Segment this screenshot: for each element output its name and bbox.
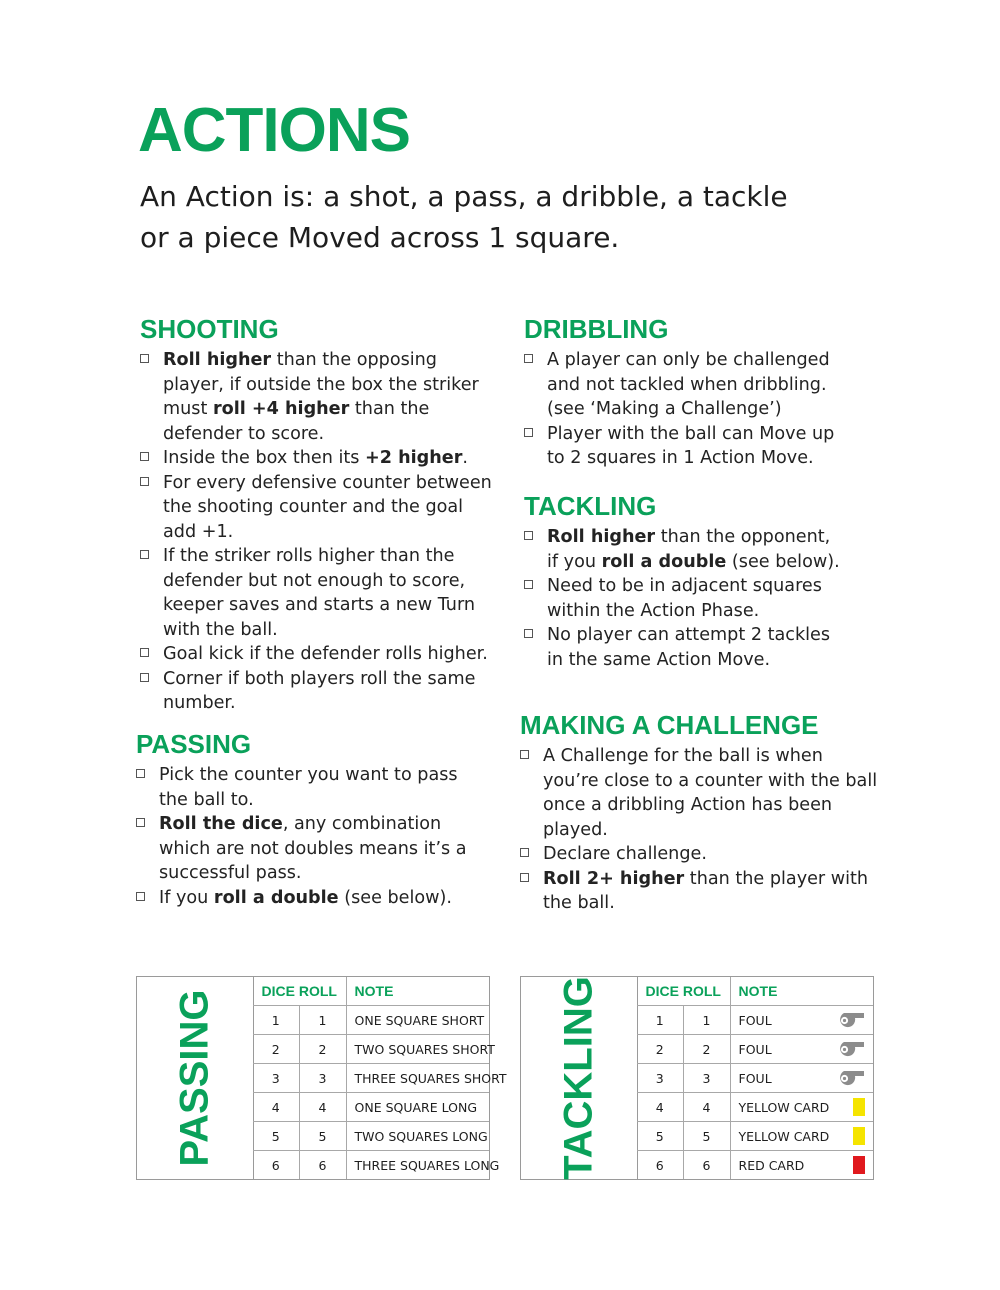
checkbox-square-icon — [136, 892, 145, 901]
table-row — [637, 1122, 873, 1151]
table-row — [253, 1093, 489, 1122]
note-text: ONE SQUARE SHORT — [354, 1012, 485, 1028]
list-item — [520, 867, 880, 916]
dice-2-cell: 4 — [299, 1093, 346, 1122]
table-row — [637, 1006, 873, 1035]
checkbox-square-icon — [140, 648, 149, 657]
note-text: FOUL — [738, 1070, 772, 1086]
checkbox-square-icon — [140, 550, 149, 559]
text: Need to be in adjacent squares within the Action Phase. — [547, 576, 822, 621]
text: If the striker rolls higher than the defender but not enough to score, keeper saves and starts a new Turn with the ball. — [163, 546, 476, 640]
dice-2-cell: 3 — [299, 1064, 346, 1093]
text: Goal kick if the defender rolls higher. — [163, 644, 488, 664]
shooting-heading: SHOOTING — [140, 314, 279, 344]
page-subtitle: An Action is: a shot, a pass, a dribble, a tackle or a piece Moved across 1 square. — [140, 180, 788, 254]
list-item — [136, 886, 486, 911]
tackling-table — [520, 976, 874, 1180]
dice-1-cell: 6 — [637, 1151, 683, 1180]
text: Corner if both players roll the same number. — [163, 668, 476, 713]
tackling-table-label: TACKLING — [556, 976, 601, 1180]
note-content — [354, 1012, 485, 1028]
text: A player can only be challenged and not tackled when dribbling. (see ‘Making a Challenge’) — [547, 350, 830, 419]
note-cell — [346, 1064, 507, 1093]
checkbox-square-icon — [524, 428, 533, 437]
tackling-table-grid — [637, 977, 873, 1179]
text: No player can attempt 2 tackles in the same Action Move. — [547, 625, 831, 670]
table-row — [637, 1064, 873, 1093]
checkbox-square-icon — [520, 873, 529, 882]
table-row — [637, 1151, 873, 1180]
dice-1-cell: 6 — [253, 1151, 299, 1180]
note-content — [739, 1156, 865, 1174]
bold-text: +2 higher — [365, 448, 463, 468]
checkbox-square-icon — [140, 477, 149, 486]
table-row — [253, 1006, 489, 1035]
passing-list — [136, 763, 486, 910]
dice-1-cell: 3 — [637, 1064, 683, 1093]
passing-section — [136, 729, 486, 910]
list-item — [524, 574, 844, 623]
whistle-icon — [835, 1011, 865, 1029]
note-text: FOUL — [738, 1012, 772, 1028]
note-content — [739, 1011, 865, 1029]
text: If you — [159, 887, 214, 908]
dice-1-cell: 2 — [253, 1035, 299, 1064]
text: Declare challenge. — [543, 844, 707, 864]
list-item — [524, 348, 844, 422]
note-text: YELLOW CARD — [738, 1099, 830, 1115]
note-content — [739, 1040, 865, 1058]
list-item — [520, 842, 880, 867]
dice-2-cell: 6 — [299, 1151, 346, 1180]
checkbox-square-icon — [520, 750, 529, 759]
note-cell — [346, 1093, 489, 1122]
dice-1-cell: 2 — [637, 1035, 683, 1064]
tackling-section — [524, 491, 844, 672]
dribbling-heading: DRIBBLING — [524, 314, 669, 344]
bold-text: Roll the dice — [159, 814, 283, 834]
checkbox-square-icon — [520, 848, 529, 857]
text: (see below). — [726, 551, 840, 572]
challenge-section — [520, 710, 880, 916]
checkbox-square-icon — [524, 531, 533, 540]
note-content — [739, 1069, 865, 1087]
note-cell — [730, 1151, 873, 1180]
text: than the player with the ball. — [543, 868, 869, 913]
list-item — [136, 763, 486, 812]
passing-heading: PASSING — [136, 729, 252, 759]
list-item — [140, 544, 500, 642]
table-row — [253, 1035, 489, 1064]
note-text: TWO SQUARES SHORT — [354, 1041, 495, 1057]
dice-2-cell: 3 — [683, 1064, 730, 1093]
dice-1-cell: 4 — [637, 1093, 683, 1122]
checkbox-square-icon — [136, 818, 145, 827]
checkbox-square-icon — [140, 673, 149, 682]
tackling-heading: TACKLING — [524, 491, 657, 521]
note-header: NOTE — [346, 977, 489, 1006]
table-row — [253, 1151, 489, 1180]
list-item — [136, 812, 486, 886]
dice-2-cell: 5 — [299, 1122, 346, 1151]
passing-table-label-cell — [137, 977, 254, 1179]
note-content — [354, 1070, 507, 1086]
list-item — [520, 744, 880, 842]
list-item — [524, 623, 844, 672]
dice-2-cell: 6 — [683, 1151, 730, 1180]
bold-text: Roll higher — [163, 350, 272, 370]
note-content — [354, 1157, 500, 1173]
dice-1-cell: 4 — [253, 1093, 299, 1122]
dice-1-cell: 1 — [253, 1006, 299, 1035]
table-row — [253, 1064, 489, 1093]
bold-text: roll a double — [601, 551, 727, 572]
note-cell — [730, 1006, 873, 1035]
text: A Challenge for the ball is when you’re close to a counter with the ball once a dribbling Action has been played. — [543, 746, 878, 840]
note-content — [739, 1127, 865, 1145]
dice-roll-header: DICE ROLL — [253, 977, 346, 1006]
dice-1-cell: 3 — [253, 1064, 299, 1093]
note-cell — [346, 1006, 489, 1035]
dice-2-cell: 1 — [683, 1006, 730, 1035]
bold-text: roll a double — [213, 887, 339, 908]
list-item — [524, 422, 844, 471]
checkbox-square-icon — [524, 629, 533, 638]
note-text: RED CARD — [738, 1157, 805, 1173]
dice-2-cell: 5 — [683, 1122, 730, 1151]
text: Player with the ball can Move up to 2 squares in 1 Action Move. — [547, 423, 835, 468]
checkbox-square-icon — [140, 354, 149, 363]
note-text: FOUL — [738, 1041, 772, 1057]
list-item — [140, 642, 500, 667]
note-text: TWO SQUARES LONG — [354, 1128, 488, 1144]
passing-table-grid — [253, 977, 507, 1179]
note-text: ONE SQUARE LONG — [354, 1099, 478, 1115]
text: Pick the counter you want to pass the ball to. — [159, 765, 458, 810]
list-item — [140, 446, 500, 471]
passing-table-label: PASSING — [172, 989, 217, 1167]
tackling-list — [524, 525, 844, 672]
dribbling-section — [524, 314, 844, 471]
note-content — [739, 1098, 865, 1116]
text: (see below). — [338, 887, 452, 908]
note-content — [354, 1128, 488, 1144]
checkbox-square-icon — [140, 452, 149, 461]
tackling-table-label-cell — [521, 977, 638, 1179]
checkbox-square-icon — [524, 354, 533, 363]
dice-roll-header: DICE ROLL — [637, 977, 730, 1006]
checkbox-square-icon — [136, 769, 145, 778]
table-row — [253, 1122, 489, 1151]
text: than the defender to score. — [163, 399, 430, 444]
note-cell — [730, 1064, 873, 1093]
text: than the opposing player, if outside the box the striker must — [163, 350, 479, 419]
text: , any combination which are not doubles means it’s a successful pass. — [159, 814, 467, 883]
list-item — [140, 348, 500, 446]
checkbox-square-icon — [524, 580, 533, 589]
dice-2-cell: 4 — [683, 1093, 730, 1122]
text: than the opponent, if you — [547, 527, 831, 572]
bold-text: roll +4 higher — [212, 399, 350, 419]
note-content — [355, 1100, 481, 1115]
whistle-icon — [835, 1040, 865, 1058]
yellow-card-icon — [853, 1127, 865, 1145]
note-text: THREE SQUARES LONG — [354, 1157, 500, 1173]
note-cell — [730, 1122, 873, 1151]
note-cell — [346, 1035, 495, 1064]
text: Inside the box then its — [163, 448, 366, 468]
list-item — [524, 525, 844, 574]
note-cell — [730, 1035, 873, 1064]
shooting-section — [140, 314, 500, 716]
table-row — [637, 1093, 873, 1122]
whistle-icon — [835, 1069, 865, 1087]
note-text: YELLOW CARD — [738, 1128, 830, 1144]
dice-1-cell: 5 — [253, 1122, 299, 1151]
table-row — [637, 1035, 873, 1064]
dice-2-cell: 1 — [299, 1006, 346, 1035]
challenge-list — [520, 744, 880, 916]
tackling-table-body — [637, 1006, 873, 1180]
yellow-card-icon — [853, 1098, 865, 1116]
note-cell — [346, 1122, 489, 1151]
note-header: NOTE — [730, 977, 873, 1006]
dice-2-cell: 2 — [299, 1035, 346, 1064]
dice-2-cell: 2 — [683, 1035, 730, 1064]
red-card-icon — [853, 1156, 865, 1174]
text: . — [462, 448, 469, 468]
bold-text: Roll 2+ higher — [543, 868, 685, 889]
note-cell — [346, 1151, 500, 1180]
note-content — [354, 1041, 495, 1057]
page-title: ACTIONS — [138, 96, 410, 165]
list-item — [140, 667, 500, 716]
dice-1-cell: 5 — [637, 1122, 683, 1151]
passing-table — [136, 976, 507, 1180]
note-text: THREE SQUARES SHORT — [354, 1070, 507, 1086]
text: For every defensive counter between the shooting counter and the goal add +1. — [163, 472, 492, 542]
shooting-list — [140, 348, 500, 716]
challenge-heading: MAKING A CHALLENGE — [520, 710, 819, 740]
dice-1-cell: 1 — [637, 1006, 683, 1035]
dribbling-list — [524, 348, 844, 471]
passing-table-body — [253, 1006, 507, 1180]
bold-text: Roll higher — [547, 527, 656, 547]
list-item — [140, 471, 500, 545]
note-cell — [730, 1093, 873, 1122]
